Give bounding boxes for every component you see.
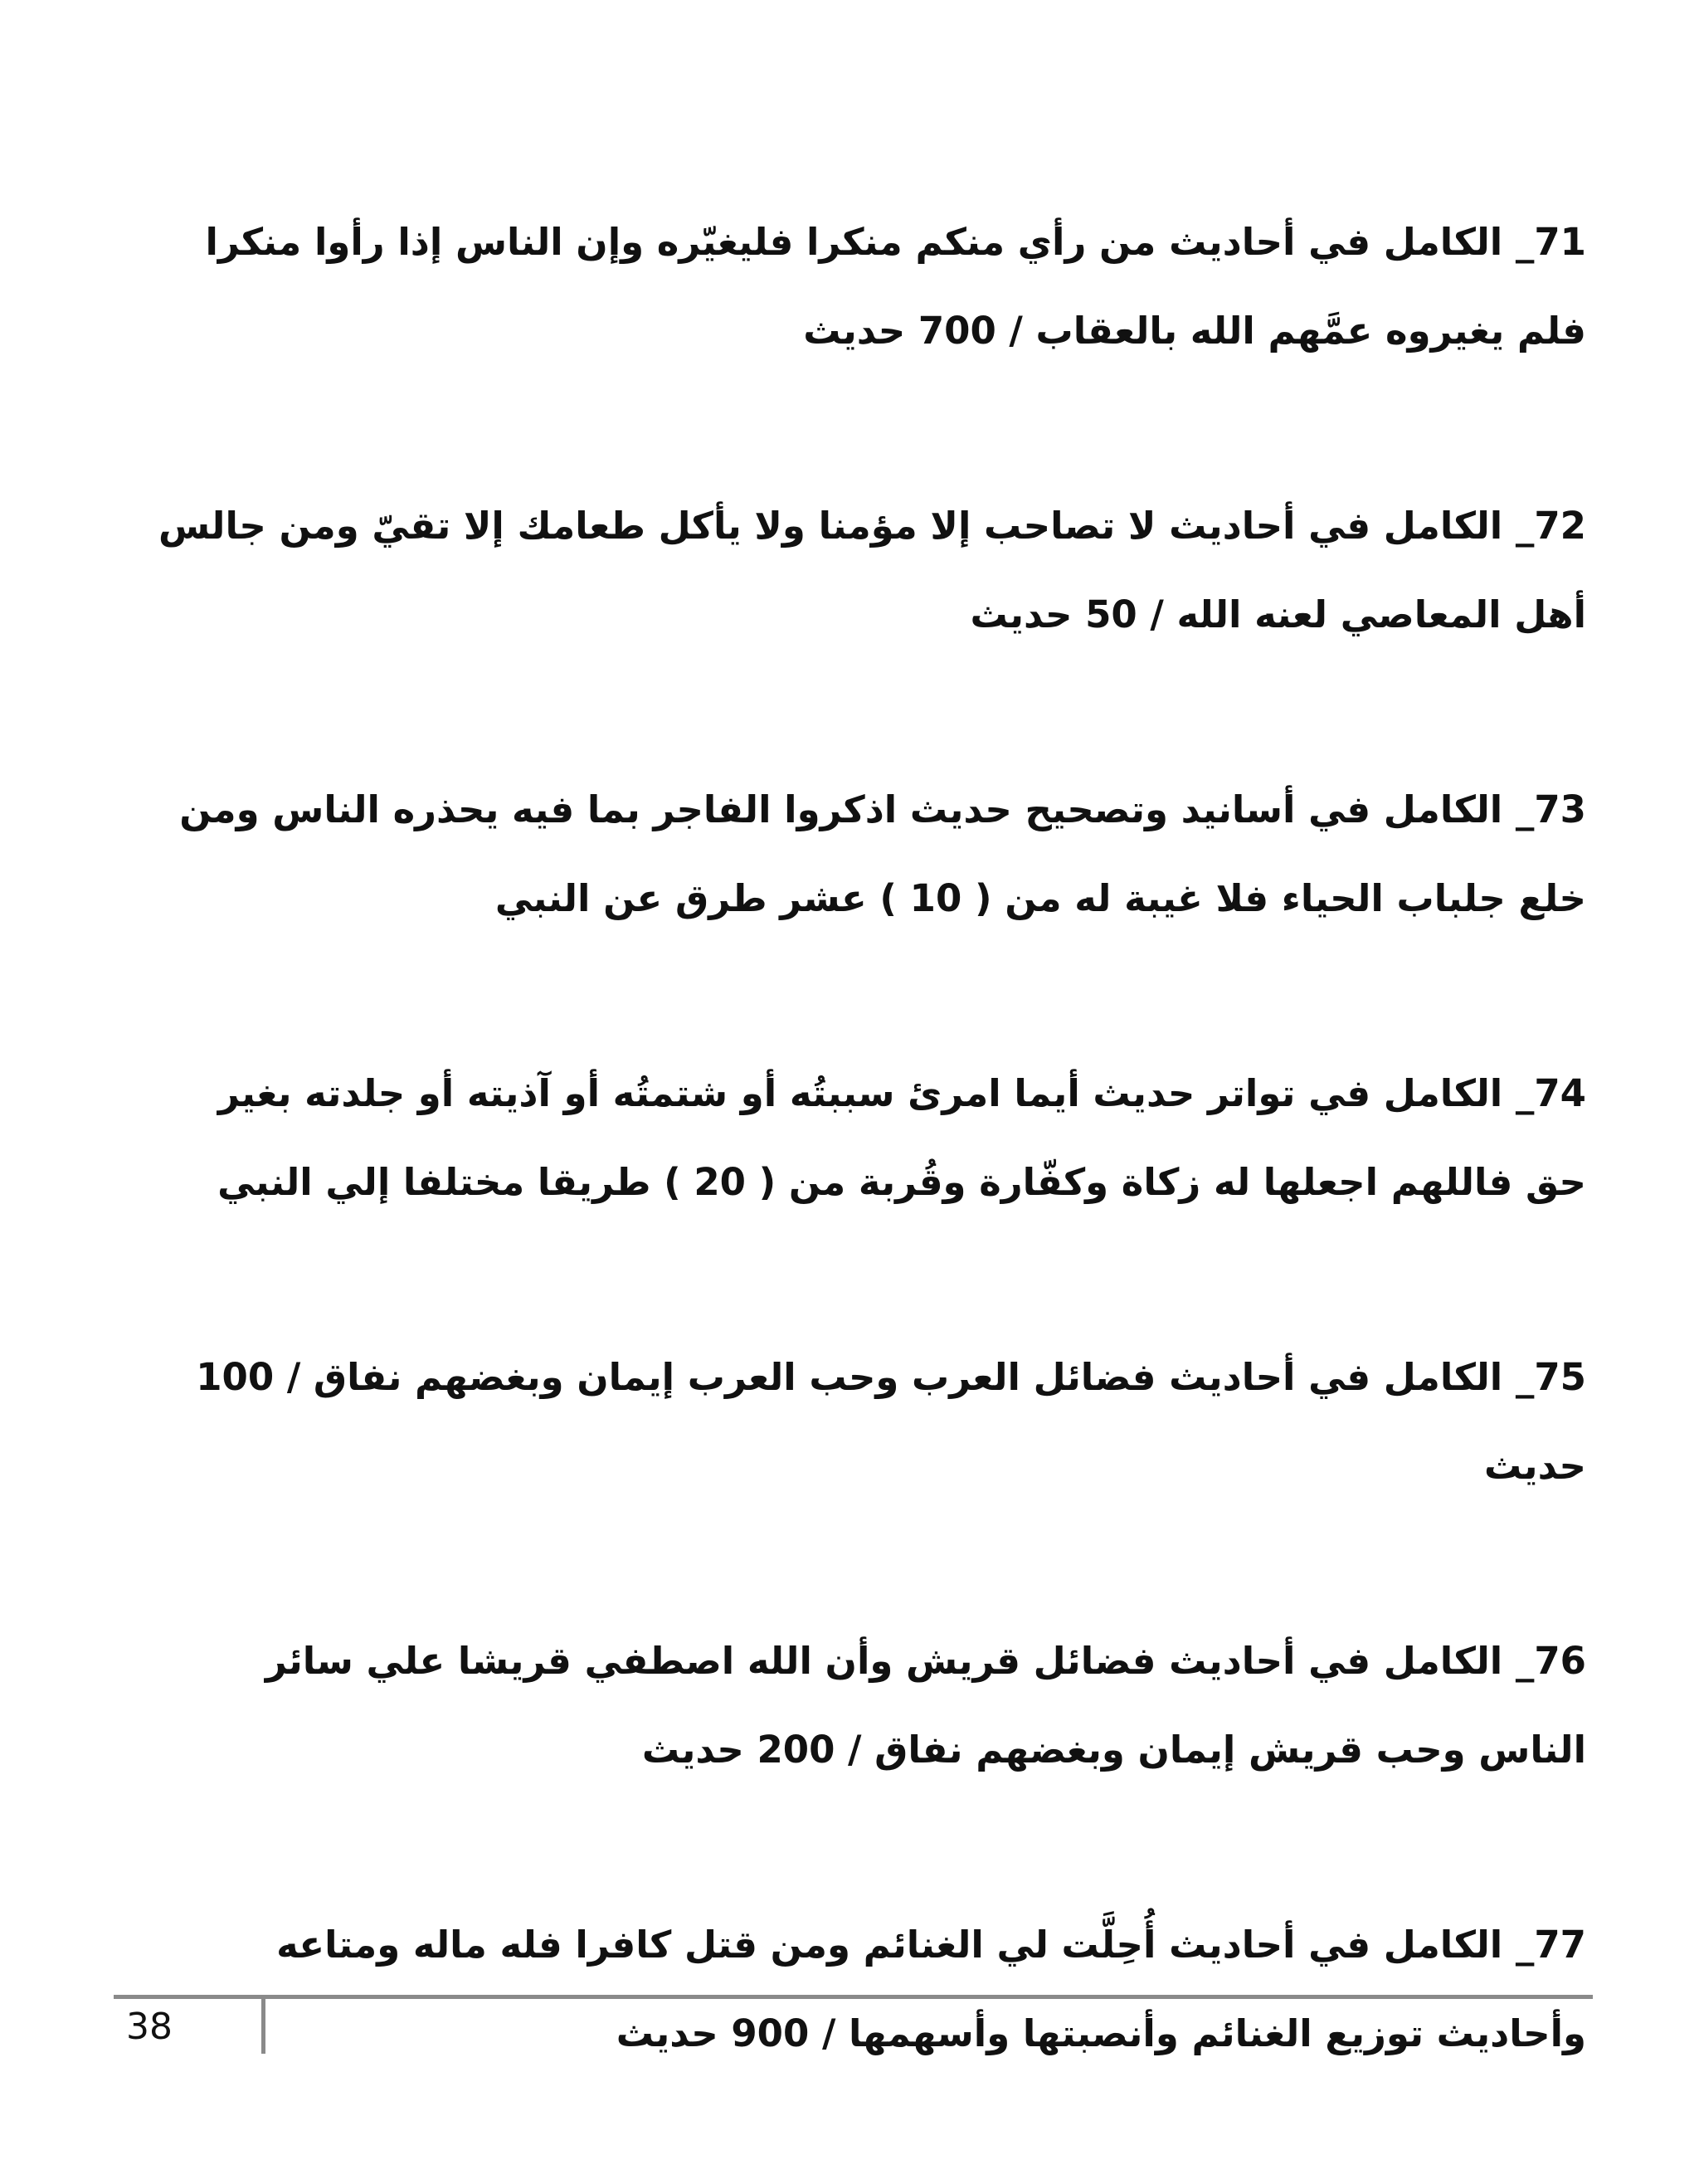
- entry-75: 75_ الكامل في أحاديث فضائل العرب وحب العرب إيمان وبغضهم نفاق / 100 حديث: [196, 1355, 1586, 1488]
- entry-72: 72_ الكامل في أحاديث لا تصاحب إلا مؤمنا ولا يأكل طعامك إلا تقيّ ومن جالس أهل المعاصي لعنه الله / 50 حديث: [158, 504, 1586, 636]
- entry-74: 74_ الكامل في تواتر حديث أيما امرئ سببتُه أو شتمتُه أو آذيته أو جلدته بغير حق فاللهم اجعلها له زكاة وكفّارة وقُربة من ( 20 ) طريقا مختلفا إلي النبي: [217, 1071, 1586, 1204]
- entry-71: 71_ الكامل في أحاديث من رأي منكم منكرا فليغيّره وإن الناس إذا رأوا منكرا فلم يغيروه عمَّهم الله بالعقاب / 700 حديث: [205, 220, 1586, 353]
- entry-77: 77_ الكامل في أحاديث أُحِلَّت لي الغنائم ومن قتل كافرا فله ماله ومتاعه وأحاديث توزيع الغنائم وأنصبتها وأسهمها / 900 حديث: [276, 1923, 1586, 2055]
- footer-divider: [261, 1997, 265, 2054]
- entry-list: [149, 197, 1586, 2184]
- footer-rule: [114, 1995, 1593, 1999]
- entry-73: 73_ الكامل في أسانيد وتصحيح حديث اذكروا الفاجر بما فيه يحذره الناس ومن خلع جلباب الحياء فلا غيبة له من ( 10 ) عشر طرق عن النبي: [179, 787, 1586, 920]
- page-number: 38: [126, 2006, 173, 2048]
- entry-76: 76_ الكامل في أحاديث فضائل قريش وأن الله اصطفي قريشا علي سائر الناس وحب قريش إيمان وبغضهم نفاق / 200 حديث: [265, 1639, 1586, 1772]
